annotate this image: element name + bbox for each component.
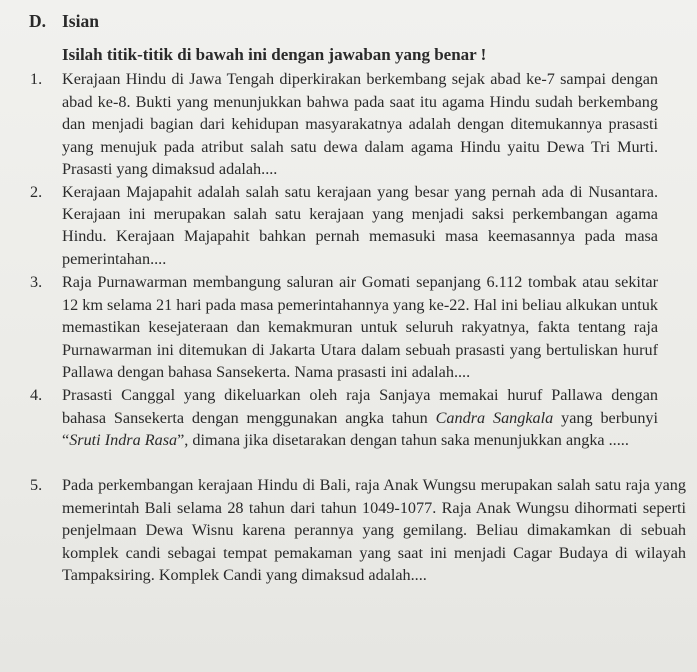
question-text-part: ”, dimana jika disetarakan dengan tahun saka menunjukkan angka ..... xyxy=(177,431,629,450)
italic-term: Sruti Indra Rasa xyxy=(69,431,178,450)
question-item xyxy=(30,474,686,587)
question-text-part: Prasasti Canggal yang dikeluarkan oleh raja Sanjaya memakai huruf Pallawa dengan bahasa Sansekerta dengan menggunakan angka tahun xyxy=(62,386,658,427)
instruction-text: Isilah titik-titik di bawah ini dengan jawaban yang benar ! xyxy=(62,45,487,64)
question-item xyxy=(30,181,658,270)
section-letter: D. xyxy=(29,11,47,31)
question-number: 3. xyxy=(30,273,43,291)
question-item xyxy=(30,384,658,452)
question-item xyxy=(30,271,658,384)
section-heading xyxy=(29,10,99,32)
question-text: Kerajaan Hindu di Jawa Tengah diperkirakan berkembang sejak abad ke-7 sampai dengan abad ke-8. Bukti yang menunjukkan bahwa pada saat itu agama Hindu sudah berkembang dan menjadi bagian dari kehidupan masyarakatnya adalah dengan ditemukannya prasasti yang menujuk pada atribut salah satu dewa dalam agama Hindu yaitu Dewa Tri Murti. Prasasti yang dimaksud adalah.... xyxy=(62,70,658,179)
question-text-part: yang berbunyi “ xyxy=(62,408,659,450)
section-title-text: Isian xyxy=(62,11,99,31)
question-text xyxy=(62,384,658,452)
question-text: Kerajaan Majapahit adalah salah satu kerajaan yang besar yang pernah ada di Nusantara. Kerajaan ini merupakan salah satu kerajaan yang menjadi saksi perkembangan agama Hindu. Kerajaan Majapahit bahkan pernah memasuki masa keemasannya pada masa pemerintahan.... xyxy=(62,183,658,268)
question-number: 5. xyxy=(30,476,43,494)
question-item xyxy=(30,68,658,181)
question-number: 1. xyxy=(30,70,43,88)
italic-term: Candra Sangkala xyxy=(435,408,554,427)
question-number: 4. xyxy=(30,386,43,404)
question-text: Raja Purnawarman membangung saluran air Gomati sepanjang 6.112 tombak atau sekitar 12 km selama 21 hari pada masa pemerintahannya yang ke-22. Hal ini beliau alkukan untuk memastikan kesejateraan dan kemakmuran untuk seluruh rakyatnya, fakta tentang raja Purnawarman ini ditemukan di Jakarta Utara dalam sebuah prasasti yang bertuliskan huruf Pallawa dengan bahasa Sansekerta. Nama prasasti ini adalah.... xyxy=(62,273,658,382)
question-text: Pada perkembangan kerajaan Hindu di Bali, raja Anak Wungsu merupakan salah satu raja yang memerintah Bali selama 28 tahun dari tahun 1049-1077. Raja Anak Wungsu dihormati seperti penjelmaan Dewa Wisnu karena perannya yang gemilang. Beliau dimakamkan di sebuah komplek candi sebagai tempat pemakaman yang saat ini menjadi Cagar Budaya di wilayah Tampaksiring. Komplek Candi yang dimaksud adalah.... xyxy=(62,476,686,585)
question-number: 2. xyxy=(30,183,43,201)
